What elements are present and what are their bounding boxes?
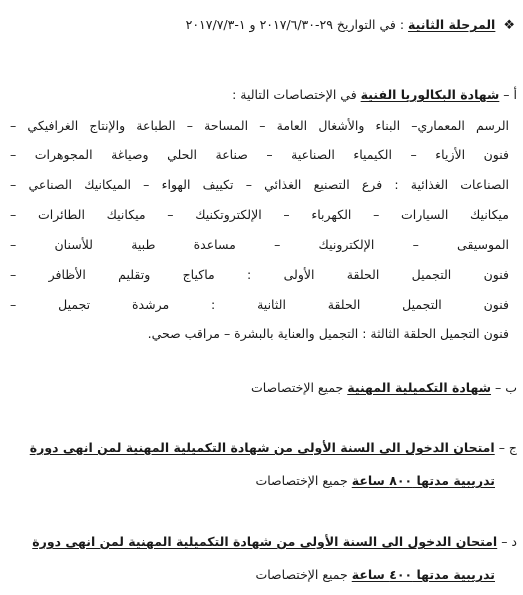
section-d-scope: جميع الإختصاصات [255,567,348,582]
section-b-marker: ب – [495,380,517,395]
section-c-heading [10,439,517,457]
phase-dates: : في التواريخ ٢٩-٢٠١٧/٦/٣٠ و ١-٢٠١٧/٧/٣ [185,17,405,32]
section-a-marker: أ – [503,87,517,102]
section-b-suffix: جميع الإختصاصات [250,380,344,395]
specialty-line: الرسم المعماري– البناء والأشغال العامة – المساحة – الطباعة والإنتاج الغرافيكي – [10,118,509,133]
phase-header [10,16,515,35]
section-d-line2 [10,566,495,584]
section-c-line2 [10,472,495,490]
specialty-line: فنون التجميل الحلقة الأولى : ماكياج وتقليم الأظافر – [10,267,509,282]
specialty-line: فنون التجميل الحلقة الثالثة : التجميل والعناية بالبشرة – مراقب صحي. [147,326,509,341]
section-c-marker: ج – [498,440,517,455]
section-c-duration: تدريبية مدتها ٨٠٠ ساعة [351,473,495,488]
phase-title: المرحلة الثانية [408,17,496,32]
specialty-line: فنون الأزياء – الكيمياء الصناعية – صناعة الحلي وصياغة المجوهرات – [10,147,509,162]
section-d-duration: تدريبية مدتها ٤٠٠ ساعة [351,567,495,582]
section-d-heading [10,533,517,551]
specialty-line: الصناعات الغذائية : فرع التصنيع الغذائي – تكييف الهواء – الميكانيك الصناعي – [10,177,509,192]
specialty-line: الموسيقى – الإلكترونيك – مساعدة طبية للأسنان – [10,237,509,252]
section-d-line1: امتحان الدخول الى السنة الأولى من شهادة التكميلية المهنية لمن انهى دورة [32,534,498,549]
specialty-line: ميكانيك السيارات – الكهرباء – الإلكتروتكنيك – ميكانيك الطائرات – [10,207,509,222]
section-a-suffix: في الإختصاصات التالية : [232,87,357,102]
section-a-heading [10,86,517,104]
section-b-title: شهادة التكميلية المهنية [347,380,492,395]
section-a-title: شهادة البكالوريا الفنية [360,87,500,102]
specialty-line: فنون التجميل الحلقة الثانية : مرشدة تجميل – [10,297,509,312]
section-c-line1: امتحان الدخول الى السنة الأولى من شهادة التكميلية المهنية لمن انهى دورة [29,440,495,455]
section-d-marker: د – [501,534,517,549]
section-b-heading [10,379,517,397]
diamond-bullet-icon: ❖ [503,18,515,33]
section-c-scope: جميع الإختصاصات [255,473,348,488]
